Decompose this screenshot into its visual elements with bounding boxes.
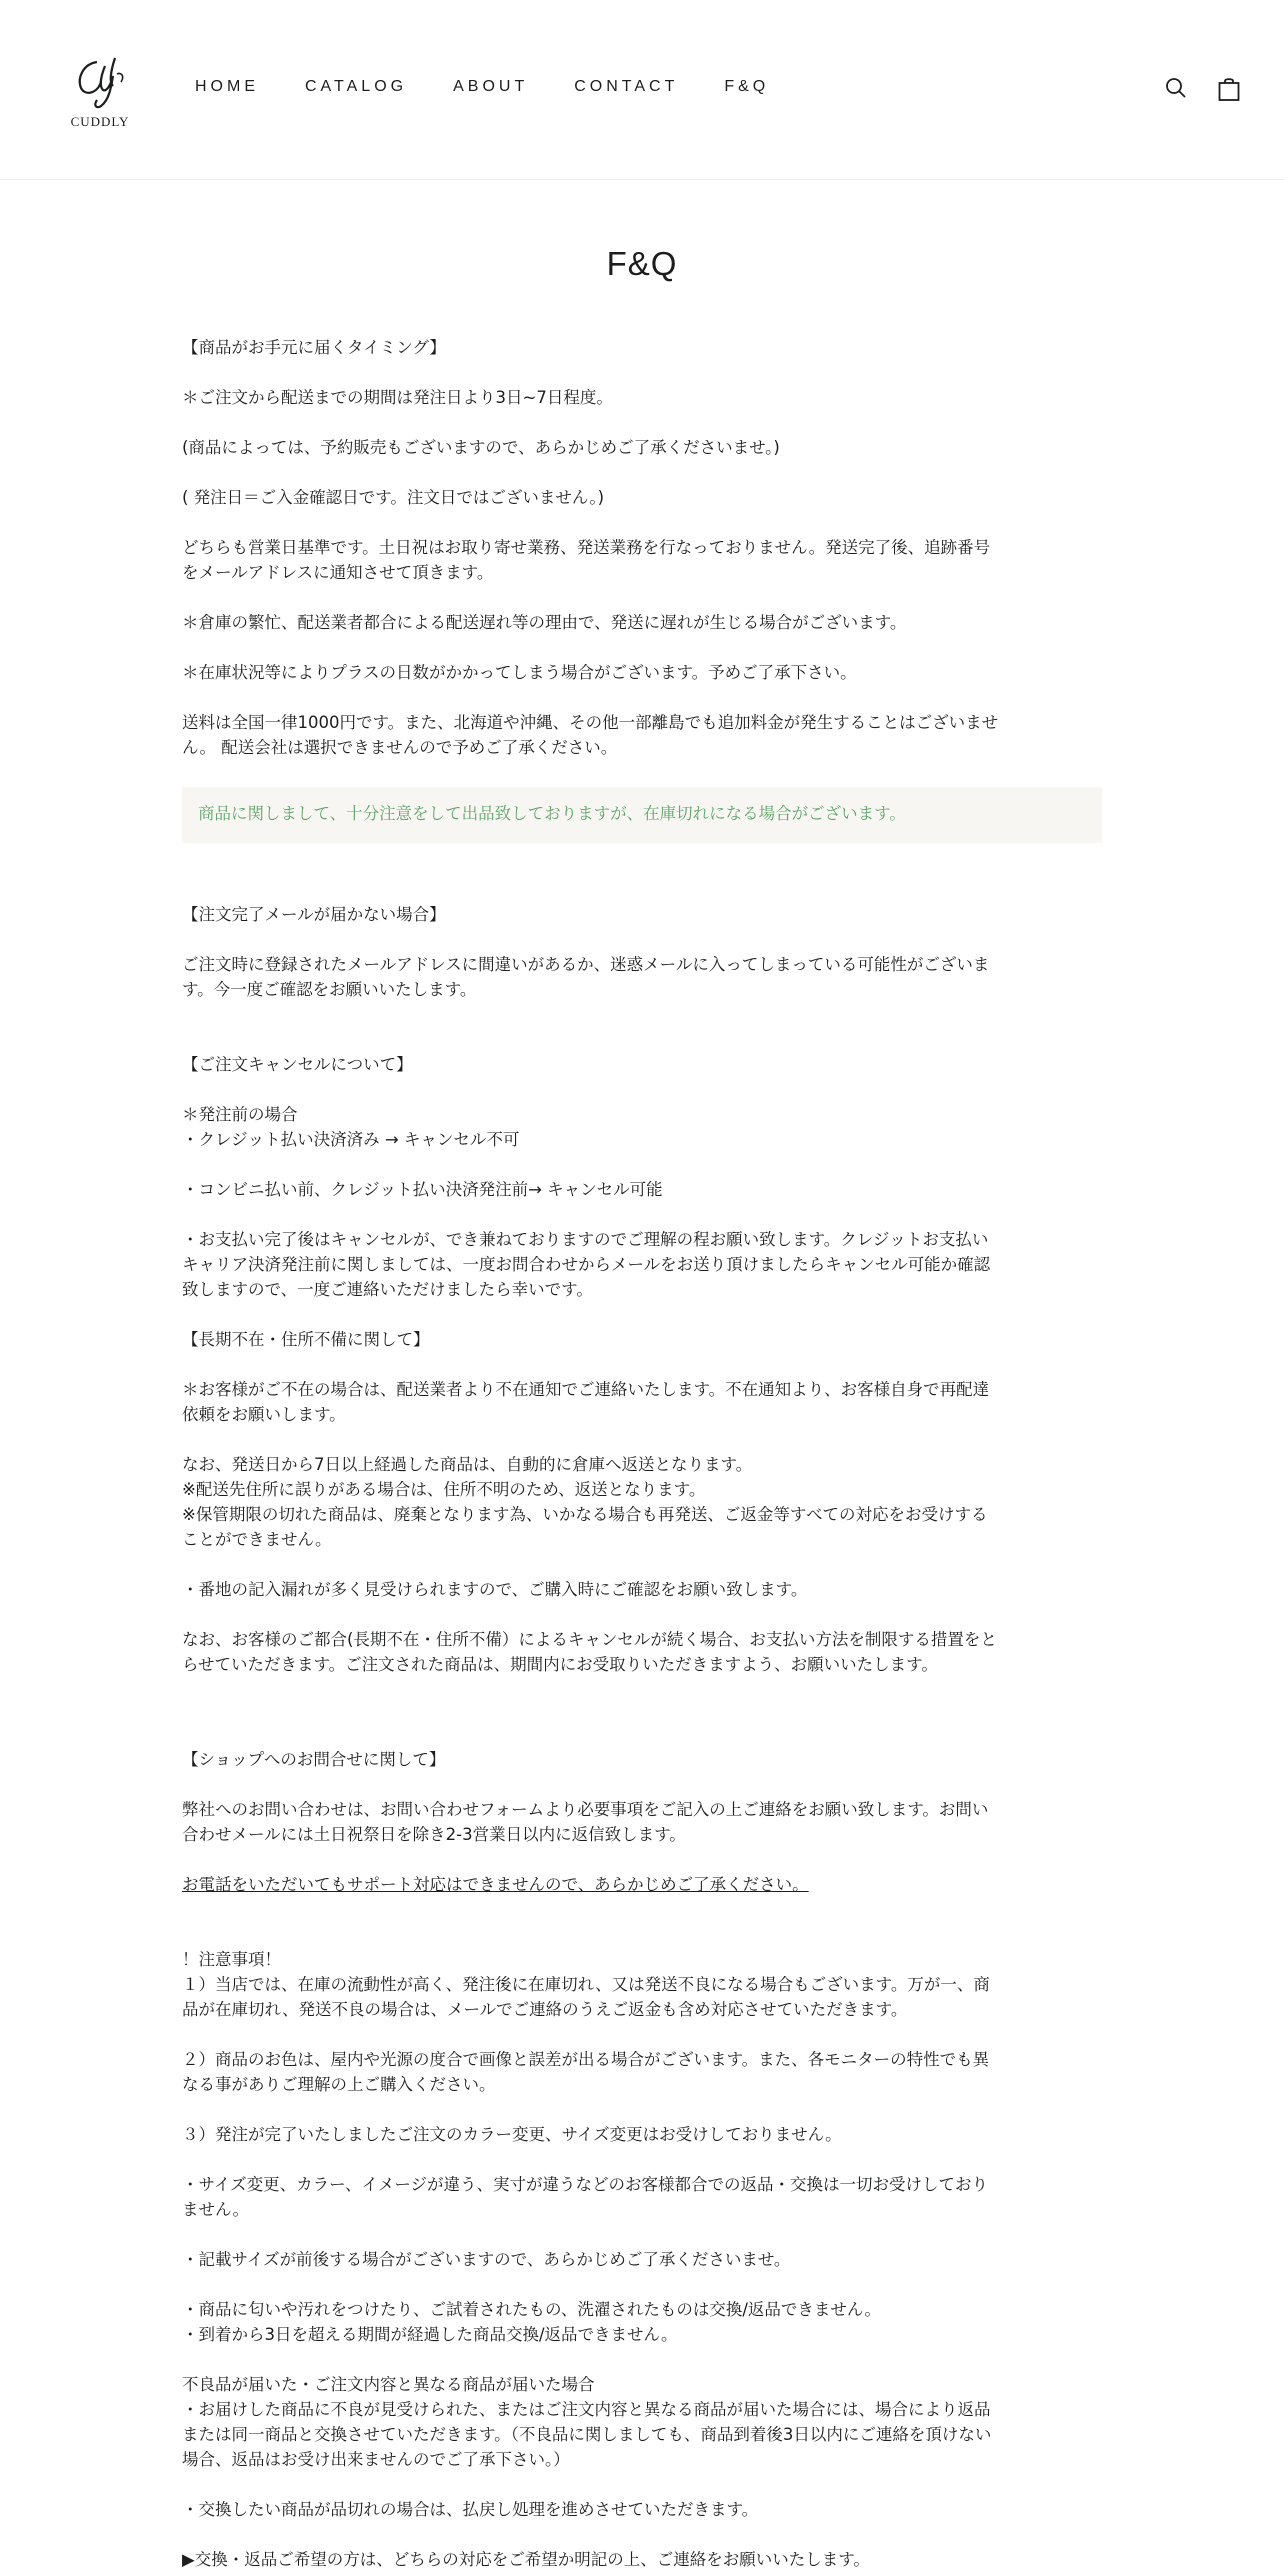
paragraph: をメールアドレスに通知させて頂きます。 bbox=[182, 563, 494, 582]
nav-about[interactable]: ABOUT bbox=[453, 78, 529, 95]
logo-mark-icon bbox=[71, 52, 129, 112]
paragraph: なる事がありご理解の上ご購入ください。 bbox=[182, 2075, 496, 2094]
logo[interactable] bbox=[62, 52, 138, 134]
paragraph: キャリア決済発注前に関しましては、一度お問合わせからメールをお送り頂けましたらキャンセル可能か確認 bbox=[182, 1255, 991, 1274]
paragraph: 場合、返品はお受け出来ませんのでご了承下さい。） bbox=[182, 2450, 570, 2469]
paragraph: (商品によっては、予約販売もございますので、あらかじめご了承くださいませ。) bbox=[182, 438, 780, 457]
paragraph: ・交換したい商品が品切れの場合は、払戻し処理を進めさせていただきます。 bbox=[182, 2500, 759, 2519]
paragraph: ２）商品のお色は、屋内や光源の度合で画像と誤差が出る場合がございます。また、各モニターの特性でも異 bbox=[182, 2050, 990, 2069]
nav-contact[interactable]: CONTACT bbox=[574, 78, 679, 95]
paragraph: 合わせメールには土日祝祭日を除き2-3営業日以内に返信致します。 bbox=[182, 1825, 686, 1844]
stock-notice-text: 商品に関しまして、十分注意をして出品致しておりますが、在庫切れになる場合がございます。 bbox=[198, 804, 906, 823]
paragraph: 不良品が届いた・ご注文内容と異なる商品が届いた場合 bbox=[182, 2375, 595, 2394]
paragraph: ・番地の記入漏れが多く見受けられますので、ご購入時にご確認をお願い致します。 bbox=[182, 1580, 808, 1599]
section-heading-contact: 【ショップへのお問合せに関して】 bbox=[182, 1750, 446, 1769]
paragraph: ＊在庫状況等によりプラスの日数がかかってしまう場合がございます。予めご了承下さい。 bbox=[182, 663, 857, 682]
paragraph: ＊お客様がご不在の場合は、配送業者より不在通知でご連絡いたします。不在通知より、お客様自身で再配達 bbox=[182, 1380, 990, 1399]
paragraph: 送料は全国一律1000円です。また、北海道や沖縄、その他一部離島でも追加料金が発生することはございませ bbox=[182, 713, 999, 732]
search-button[interactable] bbox=[1164, 76, 1190, 102]
paragraph: ・クレジット払い決済済み → キャンセル不可 bbox=[182, 1130, 520, 1149]
paragraph: ( 発注日＝ご入金確認日です。注文日ではございません。) bbox=[182, 488, 605, 507]
paragraph: ん。 配送会社は選択できませんので予めご了承ください。 bbox=[182, 738, 618, 757]
paragraph: ▶交換・返品ご希望の方は、どちらの対応をご希望か明記の上、ご連絡をお願いいたします。 bbox=[182, 2550, 870, 2569]
paragraph: ・商品に匂いや汚れをつけたり、ご試着されたもの、洗濯されたものは交換/返品できません。 bbox=[182, 2300, 881, 2319]
paragraph: なお、お客様のご都合(長期不在・住所不備）によるキャンセルが続く場合、お支払い方法を制限する措置をと bbox=[182, 1630, 997, 1649]
cart-icon bbox=[1217, 76, 1241, 102]
contact-text-a: 弊社へのお問い合わせは、 bbox=[182, 1800, 380, 1819]
paragraph: ※配送先住所に誤りがある場合は、住所不明のため、返送となります。 bbox=[182, 1480, 706, 1499]
paragraph: 品が在庫切れ、発送不良の場合は、メールでご連絡のうえご返金も含め対応させていただきます。 bbox=[182, 2000, 908, 2019]
section-heading-delivery: 【商品がお手元に届くタイミング】 bbox=[182, 338, 446, 357]
paragraph: ３）発注が完了いたしましたご注文のカラー変更、サイズ変更はお受けしておりません。 bbox=[182, 2125, 842, 2144]
logo-text: CUDDLY bbox=[70, 114, 130, 129]
section-heading-absence: 【長期不在・住所不備に関して】 bbox=[182, 1330, 430, 1349]
section-heading-cancel: 【ご注文キャンセルについて】 bbox=[182, 1055, 413, 1074]
stock-notice bbox=[182, 787, 1102, 843]
fq-content bbox=[182, 335, 1102, 2572]
nav-fq[interactable]: F&Q bbox=[724, 78, 770, 95]
paragraph: １）当店では、在庫の流動性が高く、発注後に在庫切れ、又は発送不良になる場合もございます。万が一、商 bbox=[182, 1975, 990, 1994]
paragraph: ＊発注前の場合 bbox=[182, 1105, 298, 1124]
nav-catalog[interactable]: CATALOG bbox=[305, 78, 408, 95]
paragraph: ・サイズ変更、カラー、イメージが違う、実寸が違うなどのお客様都合での返品・交換は一切お受けしており bbox=[182, 2175, 989, 2194]
search-icon bbox=[1164, 76, 1188, 100]
paragraph: ・お支払い完了後はキャンセルが、でき兼ねておりますのでご理解の程お願い致します。クレジットお支払い bbox=[182, 1230, 989, 1249]
nav-home[interactable]: HOME bbox=[195, 78, 259, 95]
paragraph: なお、発送日から7日以上経過した商品は、自動的に倉庫へ返送となります。 bbox=[182, 1455, 753, 1474]
paragraph: どちらも営業日基準です。土日祝はお取り寄せ業務、発送業務を行なっておりません。発送完了後、追跡番号 bbox=[182, 538, 991, 557]
paragraph: ・到着から3日を超える期間が経過した商品交換/返品できません。 bbox=[182, 2325, 678, 2344]
section-heading-mail: 【注文完了メールが届かない場合】 bbox=[182, 905, 446, 924]
paragraph: す。今一度ご確認をお願いいたします。 bbox=[182, 980, 477, 999]
paragraph: ＊ご注文から配送までの期間は発注日より3日~7日程度。 bbox=[182, 388, 613, 407]
paragraph: 依頼をお願いします。 bbox=[182, 1405, 346, 1424]
phone-support-notice[interactable]: お電話をいただいてもサポート対応はできませんので、あらかじめご了承ください。 bbox=[182, 1875, 809, 1894]
paragraph bbox=[182, 1797, 1102, 1822]
paragraph: または同一商品と交換させていただきます。（不良品に関しましても、商品到着後3日以内にご連絡を頂けない bbox=[182, 2425, 992, 2444]
paragraph: ＊倉庫の繁忙、配送業者都合による配送遅れ等の理由で、発送に遅れが生じる場合がございます。 bbox=[182, 613, 907, 632]
paragraph: ご注文時に登録されたメールアドレスに間違いがあるか、迷惑メールに入ってしまっている可能性がございま bbox=[182, 955, 990, 974]
paragraph: ません。 bbox=[182, 2200, 249, 2219]
paragraph: ・コンビニ払い前、クレジット払い決済発注前→ キャンセル可能 bbox=[182, 1180, 663, 1199]
contact-form-link[interactable]: お問い合わせフォーム bbox=[380, 1800, 545, 1819]
paragraph: ことができません。 bbox=[182, 1530, 332, 1549]
cart-button[interactable] bbox=[1217, 76, 1243, 102]
page-title: F&Q bbox=[606, 245, 678, 282]
site-header bbox=[0, 0, 1284, 180]
paragraph: 致しますので、一度ご連絡いただけましたら幸いです。 bbox=[182, 1280, 593, 1299]
contact-text-b: より必要事項をご記入の上ご連絡をお願い致します。お問い bbox=[544, 1800, 989, 1819]
paragraph: ※保管期限の切れた商品は、廃棄となります為、いかなる場合も再発送、ご返金等すべての対応をお受けする bbox=[182, 1505, 988, 1524]
paragraph: らせていただきます。ご注文された商品は、期間内にお受取りいただきますよう、お願いいたします。 bbox=[182, 1655, 938, 1674]
notes-heading: ！注意事項！ bbox=[182, 1950, 281, 1969]
main-nav bbox=[195, 78, 815, 96]
paragraph: ・記載サイズが前後する場合がございますので、あらかじめご了承くださいませ。 bbox=[182, 2250, 791, 2269]
paragraph: ・お届けした商品に不良が見受けられた、またはご注文内容と異なる商品が届いた場合には、場合により返品 bbox=[182, 2400, 991, 2419]
